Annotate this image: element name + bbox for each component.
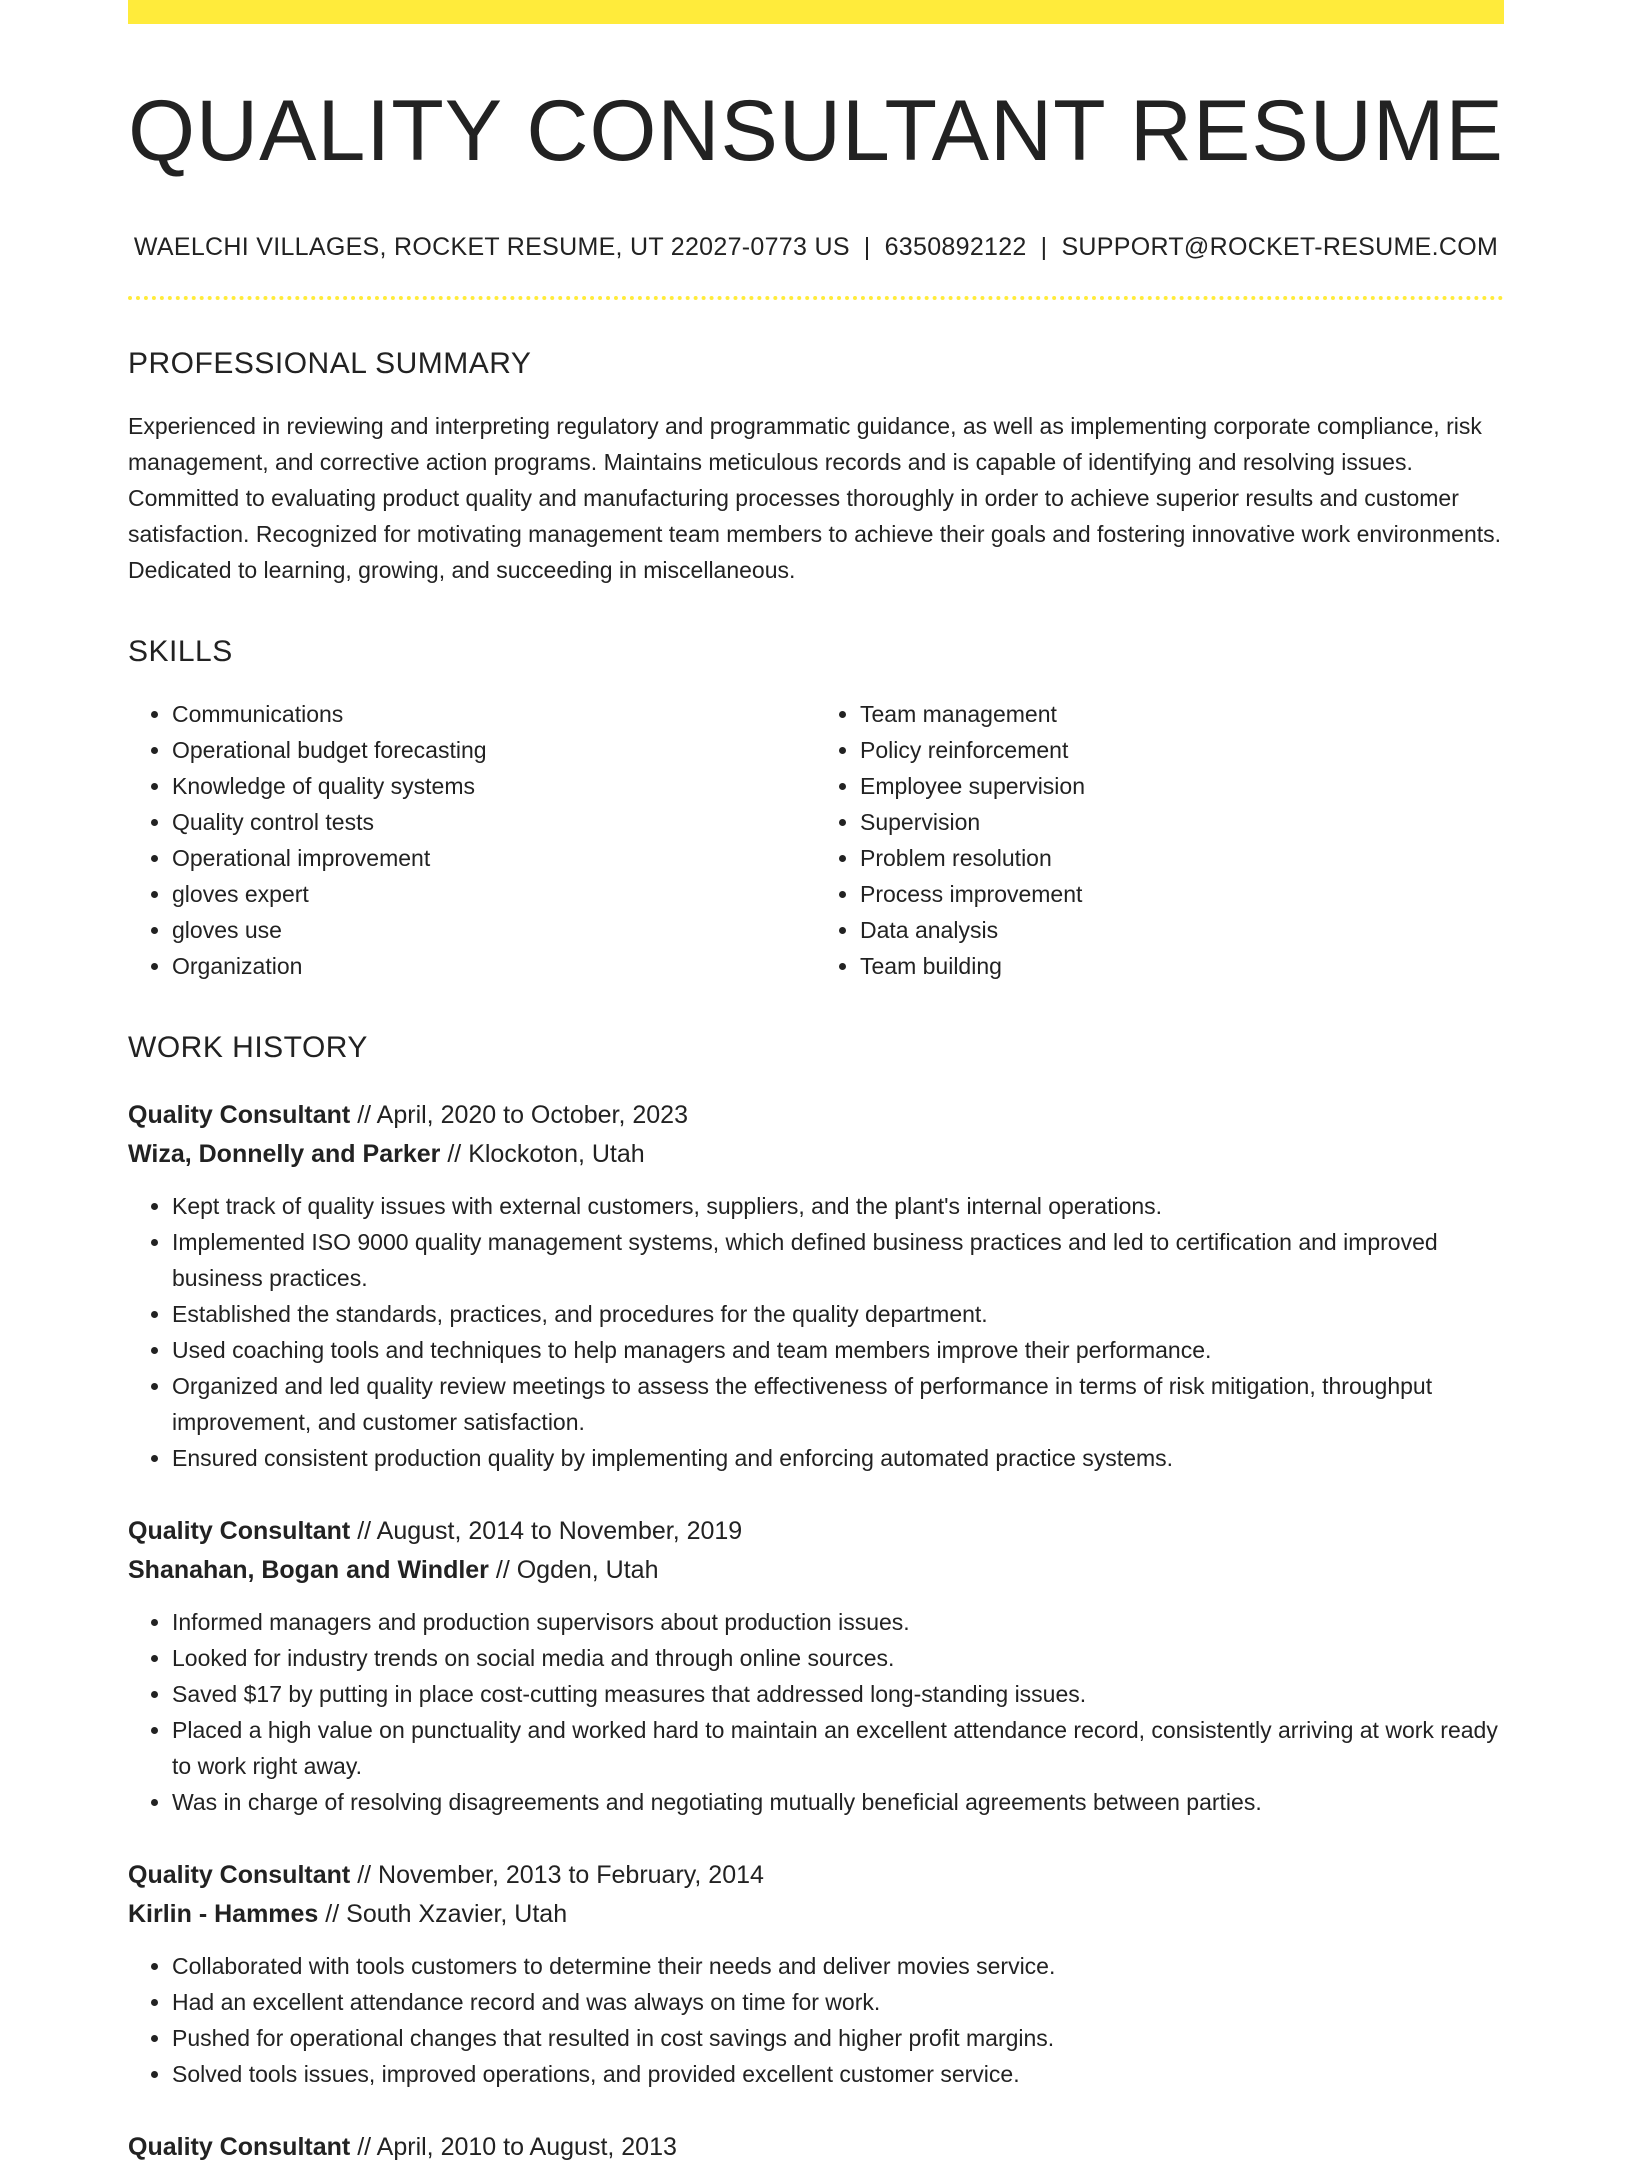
job-entry [128,2128,1504,2167]
job-title-line [128,1856,1504,1895]
job-duties-list [128,1948,1504,2092]
job-separator: // [357,1100,372,1129]
job-dates: November, 2013 to February, 2014 [378,1860,764,1889]
job-company: Shanahan, Bogan and Windler [128,1555,489,1584]
skill-item: • Team building [860,948,1504,984]
job-duty: • Looked for industry trends on social media and through online sources. [172,1640,1504,1676]
job-title: Quality Consultant [128,1100,351,1129]
skill-item: • Policy reinforcement [860,732,1504,768]
skills-heading: SKILLS [128,634,233,668]
job-company: Kirlin - Hammes [128,1899,319,1928]
job-location: Klockoton, Utah [468,1139,645,1168]
job-duty: • Organized and led quality review meetings to assess the effectiveness of performance in terms of risk mitigation, throughput improvement, and customer satisfaction. [172,1368,1504,1440]
job-duty: • Solved tools issues, improved operations, and provided excellent customer service. [172,2056,1504,2092]
skill-item: • Team management [860,696,1504,732]
top-accent-bar [128,0,1504,24]
job-title-line [128,1096,1504,1135]
job-duty: • Placed a high value on punctuality and worked hard to maintain an excellent attendance record, consistently arriving at work ready to work right away. [172,1712,1504,1784]
job-duty: • Kept track of quality issues with external customers, suppliers, and the plant's internal operations. [172,1188,1504,1224]
job-separator: // [357,1860,372,1889]
job-title-line [128,2128,1504,2167]
skill-item: • Problem resolution [860,840,1504,876]
skill-item: • Operational budget forecasting [172,732,816,768]
skills-columns [128,696,1504,984]
contact-separator: | [1040,232,1048,261]
resume-title: QUALITY CONSULTANT RESUME [128,83,1504,179]
skill-item: • Knowledge of quality systems [172,768,816,804]
skill-item: • Organization [172,948,816,984]
job-duty: • Had an excellent attendance record and was always on time for work. [172,1984,1504,2020]
job-title: Quality Consultant [128,1516,351,1545]
skill-item: • gloves use [172,912,816,948]
summary-heading: PROFESSIONAL SUMMARY [128,346,532,380]
job-dates: April, 2020 to October, 2023 [376,1100,688,1129]
skill-item: • Employee supervision [860,768,1504,804]
job-duty: • Established the standards, practices, and procedures for the quality department. [172,1296,1504,1332]
resume-page [128,0,1504,2167]
job-location: South Xzavier, Utah [346,1899,568,1928]
job-company-line [128,1551,1504,1590]
job-duty: • Informed managers and production supervisors about production issues. [172,1604,1504,1640]
job-separator: // [495,1555,510,1584]
skills-list-left [128,696,816,984]
contact-line [128,233,1504,262]
job-company: Wiza, Donnelly and Parker [128,1139,441,1168]
job-title: Quality Consultant [128,2132,351,2161]
job-duty: • Implemented ISO 9000 quality management systems, which defined business practices and led to certification and improved business practices. [172,1224,1504,1296]
skill-item: • gloves expert [172,876,816,912]
job-duties-list [128,1188,1504,1476]
contact-phone: 6350892122 [884,232,1027,261]
job-duty: • Saved $17 by putting in place cost-cutting measures that addressed long-standing issues. [172,1676,1504,1712]
skill-item: • Communications [172,696,816,732]
job-duty: • Was in charge of resolving disagreements and negotiating mutually beneficial agreements between parties. [172,1784,1504,1820]
job-dates: August, 2014 to November, 2019 [376,1516,743,1545]
job-separator: // [447,1139,462,1168]
job-entry [128,1856,1504,2092]
summary-text: Experienced in reviewing and interpreting regulatory and programmatic guidance, as well as implementing corporate compliance, risk management, and corrective action programs. Maintains meticulous records and is capable of identifying and resolving issues. Committed to evaluating product quality and manufacturing processes thoroughly in order to achieve superior results and customer satisfaction. Recognized for motivating management team members to achieve their goals and fostering innovative work environments. Dedicated to learning, growing, and succeeding in miscellaneous. [128,412,1502,583]
job-duty: • Used coaching tools and techniques to help managers and team members improve their performance. [172,1332,1504,1368]
job-entry [128,1096,1504,1476]
skill-item: • Quality control tests [172,804,816,840]
job-entry [128,1512,1504,1820]
job-title-line [128,1512,1504,1551]
contact-email[interactable]: SUPPORT@ROCKET-RESUME.COM [1061,232,1499,261]
job-separator: // [357,2132,372,2161]
work-history-heading: WORK HISTORY [128,1030,368,1064]
job-duty: • Collaborated with tools customers to determine their needs and deliver movies service. [172,1948,1504,1984]
job-separator: // [357,1516,372,1545]
job-title: Quality Consultant [128,1860,351,1889]
job-company-line [128,1135,1504,1174]
job-company-line [128,1895,1504,1934]
job-duty: • Pushed for operational changes that resulted in cost savings and higher profit margins. [172,2020,1504,2056]
skill-item: • Process improvement [860,876,1504,912]
contact-address: WAELCHI VILLAGES, ROCKET RESUME, UT 22027-0773 US [133,232,850,261]
skill-item: • Supervision [860,804,1504,840]
job-dates: April, 2010 to August, 2013 [376,2132,677,2161]
skill-item: • Data analysis [860,912,1504,948]
job-separator: // [325,1899,340,1928]
job-location: Ogden, Utah [516,1555,659,1584]
job-duty: • Ensured consistent production quality by implementing and enforcing automated practice systems. [172,1440,1504,1476]
skill-item: • Operational improvement [172,840,816,876]
job-duties-list [128,1604,1504,1820]
dotted-divider [128,296,1504,300]
contact-separator: | [863,232,871,261]
skills-list-right [816,696,1504,984]
